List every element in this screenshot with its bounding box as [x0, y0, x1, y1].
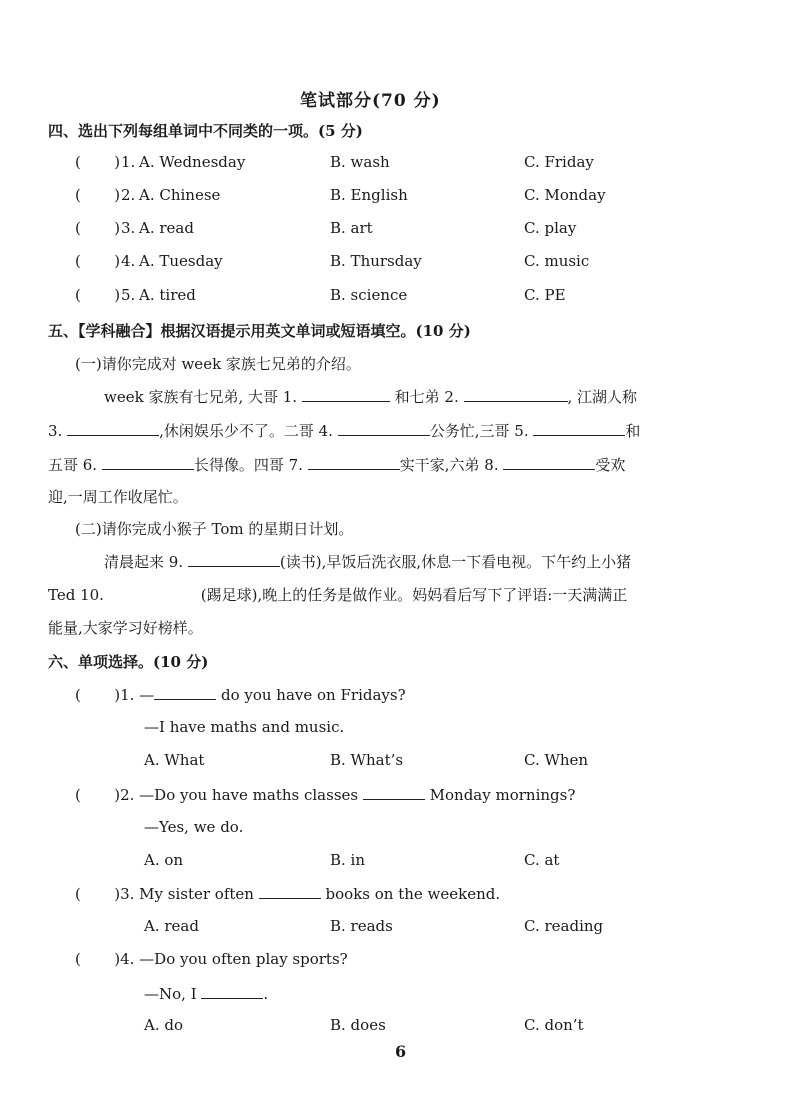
passage-text: Ted 10. [48, 586, 104, 604]
passage2-line2 [48, 584, 627, 605]
question-number: 2. [121, 186, 136, 204]
option-c[interactable]: C. PE [524, 286, 566, 304]
blank [259, 884, 321, 899]
passage1-line3 [48, 454, 625, 475]
blank [201, 984, 263, 999]
passage-text: 和七弟 2. [394, 388, 459, 406]
question-text: books on the weekend. [325, 885, 501, 903]
answer-paren[interactable]: ( ) [75, 219, 121, 237]
passage1-line2 [48, 420, 640, 441]
section6-heading: 六、单项选择。(10 分) [48, 653, 209, 671]
answer-paren[interactable]: ( ) [75, 950, 121, 968]
option-a[interactable]: A. read [139, 219, 194, 237]
section4-item [0, 153, 800, 175]
q4-reply [144, 984, 268, 1003]
passage1-line1 [104, 386, 637, 407]
question-4 [75, 950, 348, 968]
page-number: 6 [395, 1042, 407, 1061]
answer-paren[interactable]: ( ) [75, 786, 121, 804]
q3-option-a[interactable]: A. read [144, 917, 199, 935]
question-1 [75, 685, 406, 704]
section4-item [0, 186, 800, 208]
reply-text: . [263, 985, 269, 1003]
option-b[interactable]: B. Thursday [330, 252, 422, 270]
q2-option-c[interactable]: C. at [524, 851, 560, 869]
option-a[interactable]: A. Chinese [139, 186, 221, 204]
passage-text: ,休闲娱乐少不了。二哥 4. [159, 422, 333, 440]
passage-text: 五哥 6. [48, 456, 98, 474]
q1-option-c[interactable]: C. When [524, 751, 589, 769]
blank [154, 685, 216, 700]
section4-item [0, 286, 800, 308]
section4-item [0, 252, 800, 274]
q4-option-b[interactable]: B. does [330, 1016, 386, 1034]
blank-9[interactable] [188, 552, 280, 567]
question-number: 2. —Do you have maths classes [120, 786, 359, 804]
passage-text: 公务忙,三哥 5. [429, 422, 529, 440]
q2-reply: —Yes, we do. [144, 818, 244, 836]
question-number: 5. [121, 286, 136, 304]
question-text: do you have on Fridays? [220, 686, 406, 704]
question-text: Monday mornings? [429, 786, 576, 804]
question-number: 4. [121, 252, 136, 270]
q4-option-a[interactable]: A. do [144, 1016, 184, 1034]
option-b[interactable]: B. art [330, 219, 373, 237]
reply-text: —No, I [144, 985, 197, 1003]
passage-text: 实干家,六弟 8. [399, 456, 499, 474]
option-b[interactable]: B. wash [330, 153, 390, 171]
passage-text: 清晨起来 9. [104, 553, 184, 571]
option-c[interactable]: C. Friday [524, 153, 594, 171]
option-c[interactable]: C. play [524, 219, 577, 237]
section5-part1-heading: (一)请你完成对 week 家族七兄弟的介绍。 [75, 355, 361, 373]
option-a[interactable]: A. Tuesday [139, 252, 223, 270]
blank [363, 785, 425, 800]
blank-8[interactable] [503, 455, 595, 470]
option-a[interactable]: A. tired [139, 286, 196, 304]
passage-text: 3. [48, 422, 63, 440]
question-3 [75, 884, 500, 903]
passage-text: 长得像。四哥 7. [193, 456, 303, 474]
q3-option-b[interactable]: B. reads [330, 917, 393, 935]
section4-item [0, 219, 800, 241]
q1-option-a[interactable]: A. What [144, 751, 205, 769]
question-number: 3. [121, 219, 136, 237]
passage-text: 受欢 [595, 456, 626, 474]
answer-paren[interactable]: ( ) [75, 686, 121, 704]
q1-reply: —I have maths and music. [144, 718, 345, 736]
passage1-line4: 迎,一周工作收尾忙。 [48, 488, 188, 506]
option-a[interactable]: A. Wednesday [139, 153, 246, 171]
blank-2[interactable] [464, 387, 568, 402]
blank-6[interactable] [102, 455, 194, 470]
passage-text: , 江湖人称 [567, 388, 638, 406]
q2-option-b[interactable]: B. in [330, 851, 366, 869]
answer-paren[interactable]: ( ) [75, 252, 121, 270]
passage-text: week 家族有七兄弟, 大哥 1. [104, 388, 298, 406]
question-2 [75, 785, 575, 804]
passage2-line1 [104, 551, 631, 572]
blank-3[interactable] [67, 421, 159, 436]
answer-paren[interactable]: ( ) [75, 186, 121, 204]
blank-7[interactable] [308, 455, 400, 470]
passage-text: 和 [625, 422, 641, 440]
answer-paren[interactable]: ( ) [75, 885, 121, 903]
answer-paren[interactable]: ( ) [75, 153, 121, 171]
section4-heading: 四、选出下列每组单词中不同类的一项。(5 分) [48, 122, 363, 140]
question-number: 1. [121, 153, 136, 171]
option-b[interactable]: B. science [330, 286, 408, 304]
answer-paren[interactable]: ( ) [75, 286, 121, 304]
question-number: 1. — [120, 686, 155, 704]
option-c[interactable]: C. Monday [524, 186, 606, 204]
q3-option-c[interactable]: C. reading [524, 917, 604, 935]
passage2-line3: 能量,大家学习好榜样。 [48, 619, 203, 637]
section5-part2-heading: (二)请你完成小猴子 Tom 的星期日计划。 [75, 520, 354, 538]
option-b[interactable]: B. English [330, 186, 408, 204]
blank-4[interactable] [338, 421, 430, 436]
q1-option-b[interactable]: B. What’s [330, 751, 404, 769]
q4-option-c[interactable]: C. don’t [524, 1016, 584, 1034]
question-number: 3. My sister often [120, 885, 254, 903]
question-number: 4. —Do you often play sports? [120, 950, 348, 968]
passage-text: (踢足球),晚上的任务是做作业。妈妈看后写下了评语:一天满满正 [200, 586, 628, 604]
q2-option-a[interactable]: A. on [144, 851, 184, 869]
section5-heading: 五、【学科融合】根据汉语提示用英文单词或短语填空。(10 分) [48, 322, 471, 340]
blank-5[interactable] [533, 421, 625, 436]
passage-text: (读书),早饭后洗衣服,休息一下看电视。下午约上小猪 [279, 553, 632, 571]
page-title: 笔试部分(70 分) [300, 91, 441, 111]
blank-10[interactable] [109, 585, 201, 600]
blank-1[interactable] [302, 387, 390, 402]
option-c[interactable]: C. music [524, 252, 590, 270]
